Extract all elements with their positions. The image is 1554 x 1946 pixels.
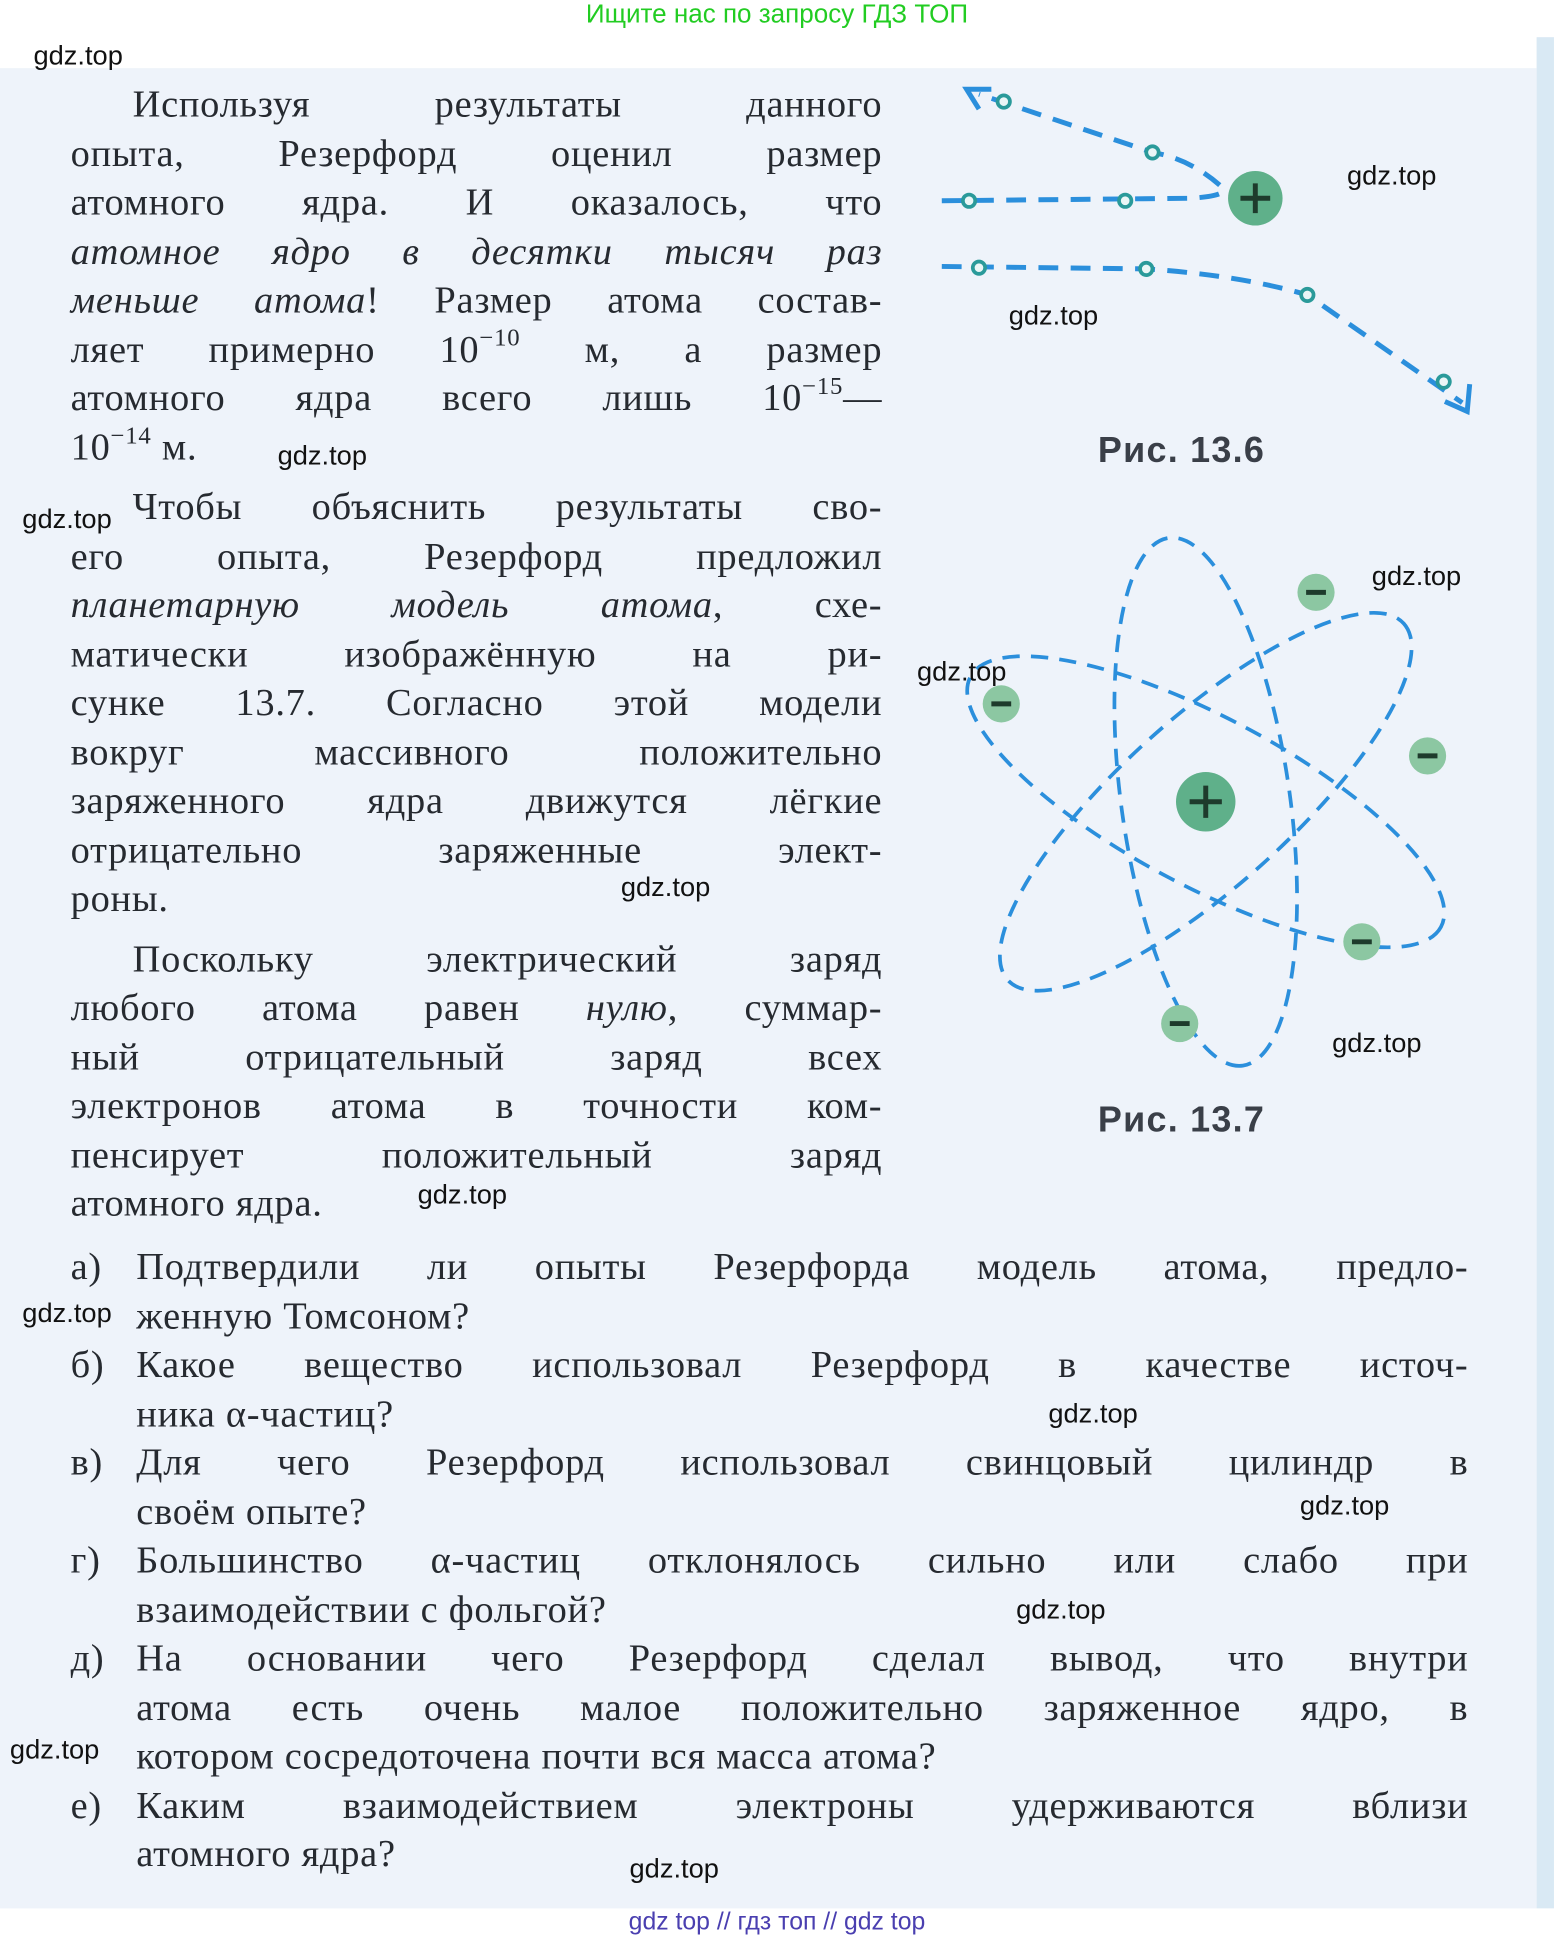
question-label: а)	[70, 1244, 102, 1288]
question-text-line: своём опыте?	[136, 1488, 367, 1533]
question-text-line: атомного ядра?	[136, 1831, 396, 1875]
text: вокруг массивного положительно	[70, 729, 883, 773]
alpha-particle	[1146, 146, 1158, 158]
question-label: г)	[70, 1537, 101, 1582]
search-banner[interactable]: Ищите нас по запросу ГДЗ ТОП	[585, 0, 969, 29]
exponent: −15	[802, 372, 844, 401]
figure-13-7-caption: Рис. 13.7	[1097, 1100, 1266, 1141]
exponent: −14	[110, 421, 152, 450]
watermark-text: gdz.top	[277, 439, 368, 471]
watermark-text: gdz.top	[1332, 1027, 1422, 1059]
footer-banner[interactable]: gdz top // гдз топ // gdz top	[628, 1908, 926, 1936]
text: пенсирует положительный заряд	[70, 1132, 883, 1176]
watermark-text: gdz.top	[1016, 1593, 1106, 1625]
question-text-line: ника α-частиц?	[136, 1391, 394, 1435]
text: электронов атома в точности ком-	[70, 1083, 883, 1127]
deflected-back-trajectory	[942, 94, 1224, 201]
nucleus-13-7	[1176, 772, 1235, 831]
question-text-line: котором сосредоточена почти вся масса атома?	[136, 1733, 937, 1778]
question-text-line: Большинство α-частиц отклонялось сильно или слабо при	[136, 1537, 1469, 1582]
alpha-particle	[973, 261, 985, 273]
exponent: −10	[479, 324, 521, 352]
figure-13-6-rutherford-scattering	[942, 94, 1462, 403]
watermark-text: gdz.top	[9, 1733, 100, 1765]
question-label: д)	[70, 1635, 105, 1680]
watermark-text: gdz.top	[1371, 560, 1462, 592]
text: Используя результаты данного	[132, 81, 883, 126]
italic-text: атомное ядро в десятки тысяч раз	[70, 228, 883, 273]
text: его опыта, Резерфорд предложил	[70, 533, 883, 577]
text: атомного ядра всего лишь 10	[70, 375, 803, 419]
text: заряженного ядра движутся лёгкие	[70, 778, 883, 822]
question-text-line: Для чего Резерфорд использовал свинцовый цилиндр в	[136, 1439, 1469, 1484]
alpha-particle	[1140, 263, 1152, 275]
watermark-text: gdz.top	[417, 1178, 508, 1210]
text: ляет примерно 10	[70, 326, 480, 370]
italic-text: меньше атома	[70, 277, 367, 321]
text: атомного ядра. И оказалось, что	[70, 179, 883, 224]
question-text-line: взаимодействии с фольгой?	[136, 1586, 607, 1631]
text: матически изображённую на ри-	[70, 631, 883, 675]
watermark-text: gdz.top	[1347, 159, 1437, 191]
italic-text: планетарную модель атома	[70, 582, 713, 626]
question-label: б)	[70, 1342, 105, 1386]
alpha-particle	[1437, 375, 1449, 387]
text: любого атома равен	[70, 985, 586, 1029]
nucleus-13-6	[1228, 171, 1283, 226]
alpha-particle	[1301, 289, 1313, 301]
text: м, а размер	[520, 326, 883, 370]
straight-trajectory	[942, 266, 1462, 402]
text: ! Размер атома состав-	[366, 277, 883, 321]
text: опыта, Резерфорд оценил размер	[70, 130, 883, 175]
text: сунке 13.7. Согласно этой модели	[70, 680, 883, 724]
text: роны.	[70, 876, 169, 920]
question-text-line: Какое вещество использовал Резерфорд в качестве источ-	[136, 1342, 1469, 1386]
arrow-icon	[967, 89, 992, 109]
question-text-line: женную Томсоном?	[136, 1293, 470, 1337]
text: м.	[151, 424, 198, 468]
text: , схе-	[712, 582, 883, 626]
text: , суммар-	[667, 985, 883, 1029]
watermark-text: gdz.top	[1008, 299, 1099, 331]
alpha-particle	[1119, 195, 1131, 207]
watermark-text: gdz.top	[917, 655, 1007, 687]
arrowheads	[967, 89, 1470, 411]
question-text-line: атома есть очень малое положительно заряженное ядро, в	[136, 1684, 1469, 1729]
figure-13-6-caption: Рис. 13.6	[1097, 431, 1266, 471]
alpha-particle	[963, 195, 975, 207]
watermark-text: gdz.top	[1048, 1397, 1138, 1429]
text: 10	[70, 424, 111, 468]
question-label: в)	[70, 1439, 104, 1484]
text: отрицательно заряженные элект-	[70, 827, 883, 871]
italic-text: нулю	[585, 985, 668, 1029]
alpha-particle	[998, 95, 1010, 107]
question-text-line: Подтвердили ли опыты Резерфорда модель атома, предло-	[136, 1244, 1469, 1288]
watermark-text: gdz.top	[629, 1852, 719, 1884]
watermark-text: gdz.top	[22, 1297, 112, 1329]
text: ный отрицательный заряд всех	[70, 1034, 883, 1078]
question-text-line: Каким взаимодействием электроны удерживаются вблизи	[136, 1782, 1469, 1826]
text: Чтобы объяснить результаты сво-	[132, 484, 883, 528]
question-text-line: На основании чего Резерфорд сделал вывод, что внутри	[136, 1635, 1469, 1680]
question-label: е)	[70, 1782, 102, 1826]
text: Поскольку электрический заряд	[132, 936, 883, 980]
watermark-text: gdz.top	[22, 503, 112, 535]
text: атомного ядра.	[70, 1180, 323, 1225]
watermark-text: gdz.top	[33, 39, 123, 71]
watermark-text: gdz.top	[1299, 1489, 1390, 1521]
text: —	[843, 375, 883, 419]
watermark-text: gdz.top	[620, 871, 711, 903]
